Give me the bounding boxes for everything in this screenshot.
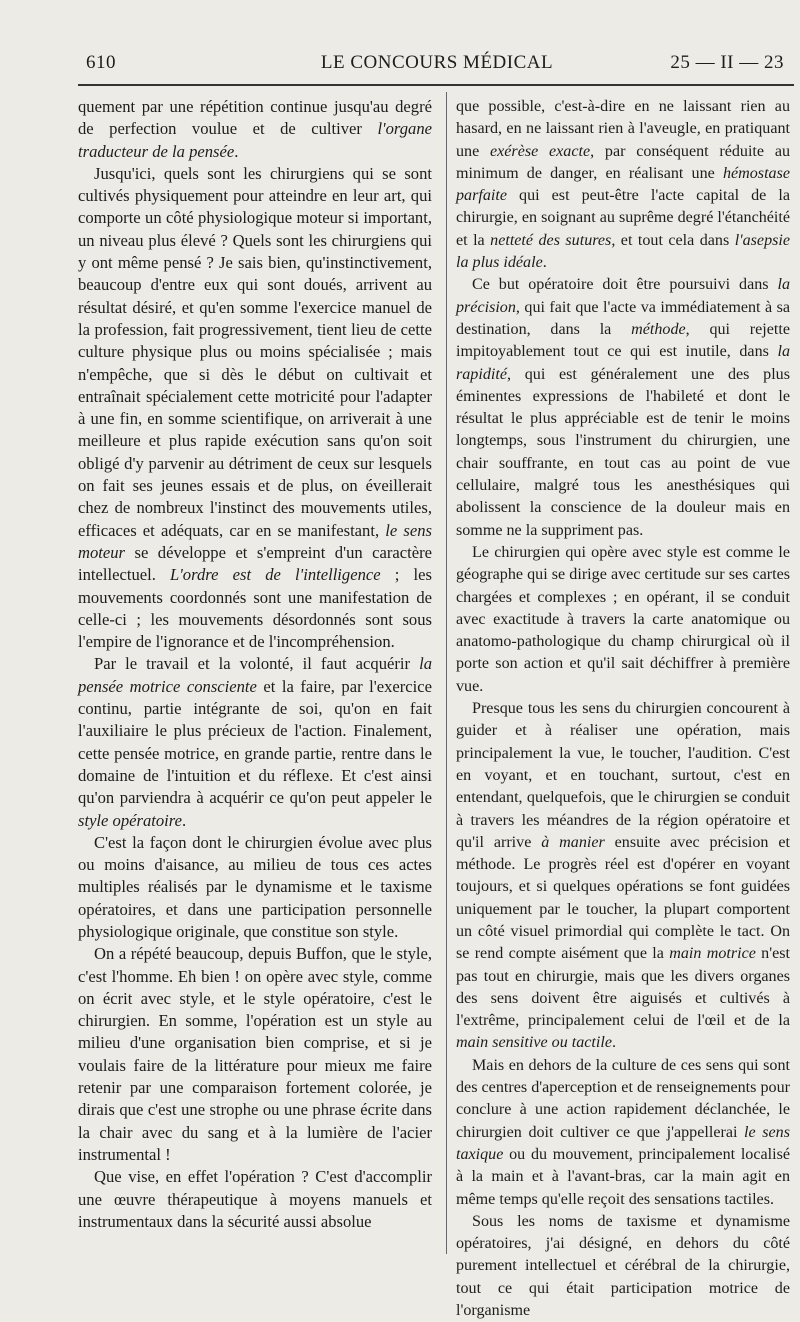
header-rule [78, 84, 794, 86]
paragraph: On a répété beaucoup, depuis Buffon, que le style, c'est l'homme. Eh bien ! on opère avec style, comme on écrit avec style, et le style opératoire, c'est le chirurgien. En somme, l'opération est un style au milieu d'une organisation bien comprise, et si je voulais faire de la littérature pour mieux me faire retenir par une comparaison fortement colorée, je dirais que c'est une strophe ou une phrase écrite dans la chair avec du sang et à la lumière de l'acier instrumental ! [78, 944, 432, 1164]
paragraph: Ce but opératoire doit être poursuivi dans la précision, qui fait que l'acte va immédiatement à sa destination, dans la méthode, qui rejette impitoyablement tout ce qui est inutile, dans la rapidité, qui est généralement une des plus éminentes expressions de l'habileté et dont le résultat le plus appréciable est de tenir le moins longtemps, sous l'instrument du chirurgien, une chair souffrante, en tout cas au point de vue cellulaire, malgré tous les anesthésiques qui abolissent la conscience de la douleur mais en somme ne la suppriment pas. [456, 276, 790, 539]
right-column [456, 96, 790, 1322]
paragraph: Sous les noms de taxisme et dynamisme opératoires, j'ai désigné, en dehors du côté purement intellectuel et cérébral de la chirurgie, tout ce qui était participation motrice de l'organisme [456, 1212, 790, 1320]
running-header [86, 50, 788, 80]
page-number: 610 [86, 52, 116, 73]
paragraph: quement par une répétition continue jusqu'au degré de perfection voulue et de cultiver l'organe traducteur de la pensée. [78, 97, 432, 161]
paragraph: C'est la façon dont le chirurgien évolue avec plus ou moins d'aisance, au milieu de tous ces actes multiples réalisés par le dynamisme et le taxisme opératoires, et dans une participation personnelle physiologique originale, que constitue son style. [78, 832, 432, 941]
paragraph: Le chirurgien qui opère avec style est comme le géographe qui se dirige avec certitude sur ses cartes chargées et complexes ; en opérant, il se conduit avec exactitude à travers la carte anatomique ou anatomo-pathologique du champ chirurgical où il porte son action et qu'il sait déchiffrer à première vue. [456, 543, 790, 695]
issue-date: 25 — II — 23 [670, 52, 784, 73]
column-divider [446, 92, 447, 1254]
paragraph: Jusqu'ici, quels sont les chirurgiens qui se sont cultivés physiquement pour atteindre en leur art, qui comporte un côté physiologique moteur si important, un niveau plus élevé ? Quels sont les chirurgiens qui y ont même pensé ? Je sais bien, qu'instinctivement, beaucoup d'entre eux qui sont doués, arrivent au résultat désiré, et qu'en somme l'exercice manuel de la profession, fait progressivement, tient lieu de cette culture physique plus ou moins spécialisée ; mais n'empêche, que si dès le début on cultivait et entraînait spécialement cette motricité pour l'adapter à une fin, en somme scientifique, on arriverait à une meilleure et plus rapide exécution sans qu'on soit obligé d'y parvenir au détriment de ceux sur lesquels on fait ses jeunes essais et de plus, on éveillerait chez de nombreux l'instinct des mouvements utiles, efficaces et adéquats, car en se manifestant, le sens moteur se développe et s'empreint d'un caractère intellectuel. L'ordre est de l'intelligence ; les mouvements coordonnés sont une manifestation de celle-ci ; les mouvements désordonnés sont sous l'empire de l'ignorance et de l'incompréhension. [78, 163, 432, 652]
paragraph: Que vise, en effet l'opération ? C'est d'accomplir une œuvre thérapeutique à moyens manuels et instrumentaux dans la sécurité aussi absolue [78, 1167, 432, 1231]
left-column [78, 96, 432, 1233]
paragraph: que possible, c'est-à-dire en ne laissant rien au hasard, en ne laissant rien à l'aveugle, en pratiquant une exérèse exacte, par conséquent réduite au minimum de danger, en réalisant une hémostase parfaite qui est peut-être l'acte capital de la chirurgie, en soignant au suprême degré l'étanchéité et la netteté des sutures, et tout cela dans l'asepsie la plus idéale. [456, 98, 791, 272]
paragraph: Mais en dehors de la culture de ces sens qui sont des centres d'aperception et de renseignements pour conclure à une action rapidement déclanchée, le chirurgien doit cultiver ce que j'appellerai le sens taxique ou du mouvement, principalement localisé à la main et à l'avant-bras, car la main agit en même temps qu'elle reçoit des sensations tactiles. [456, 1056, 790, 1208]
journal-title: LE CONCOURS MÉDICAL [320, 52, 554, 73]
paragraph: Par le travail et la volonté, il faut acquérir la pensée motrice consciente et la faire, par l'exercice continu, partie intégrante de soi, qu'on en fait l'auxiliaire le plus précieux de l'action. Finalement, cette pensée motrice, en grande partie, rentre dans le domaine de l'intuition et du réflexe. Et c'est ainsi qu'on parviendra à acquérir ce qu'on peut appeler le style opératoire. [78, 654, 432, 830]
paragraph: Presque tous les sens du chirurgien concourent à guider et à réaliser une opération, mais principalement la vue, le toucher, l'audition. C'est en voyant, et en touchant, surtout, c'est en entendant, quelquefois, que le chirurgien se conduit à travers les méandres de la région opératoire et qu'il arrive à manier ensuite avec précision et méthode. Le progrès réel est d'opérer en voyant toujours, et si quelques opérations se font guidées uniquement par le toucher, la plupart comportent un côté visuel primordial qui complète le tact. On se rend compte aisément que la main motrice n'est pas tout en chirurgie, mais que les divers organes des sens doivent être aiguisés et cultivés à l'extrême, principalement celui de l'œil et de la main sensitive ou tactile. [456, 700, 790, 1052]
